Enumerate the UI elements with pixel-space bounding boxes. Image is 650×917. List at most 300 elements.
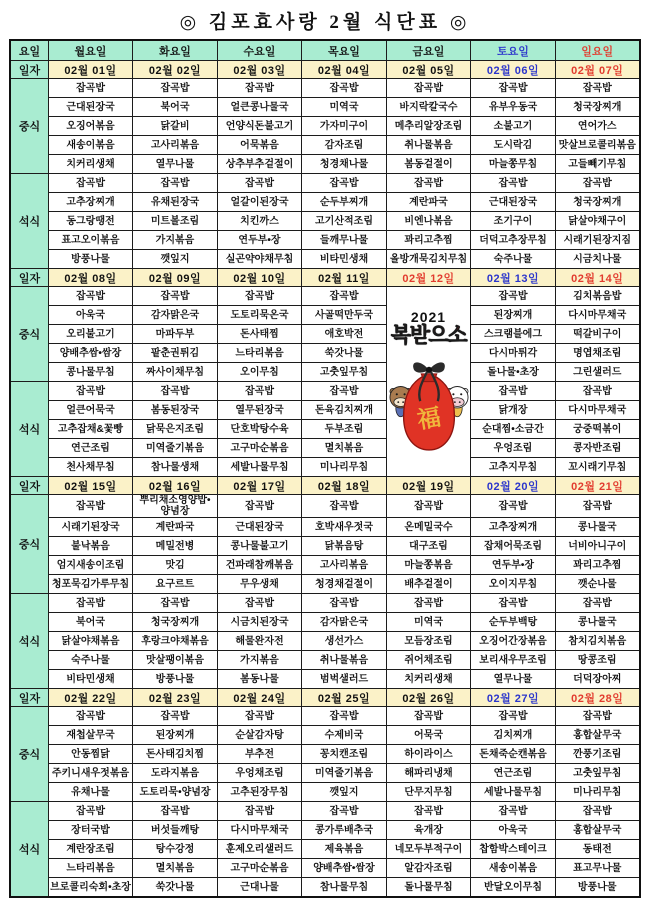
lunch-row [10,783,640,802]
menu-cell: 숙주나물 [471,250,556,269]
menu-cell: 오리불고기 [48,325,133,344]
menu-cell: 맛살브로콜리볶음 [555,136,640,155]
menu-cell: 잡곡밥 [471,802,556,821]
menu-cell: 다시마무채국 [555,306,640,325]
lunch-row [10,325,640,344]
menu-cell: 근대된장국 [48,98,133,117]
dinner-label: 석식 [10,174,48,269]
menu-cell: 소불고기 [471,117,556,136]
menu-cell: 열무나물 [471,670,556,689]
menu-cell: 미역국 [302,98,387,117]
menu-cell: 꽁치캔조림 [302,745,387,764]
menu-cell: 건파래참깨볶음 [217,556,302,575]
menu-cell: 다시마튀각 [471,344,556,363]
menu-cell: 근대된장국 [217,518,302,537]
menu-cell: 마늘쫑볶음 [386,556,471,575]
menu-cell: 애호박전 [302,325,387,344]
menu-cell: 아욱국 [48,306,133,325]
menu-cell: 세발나물무침 [471,783,556,802]
menu-cell: 다시마무채국 [217,821,302,840]
menu-cell: 우엉채조림 [217,764,302,783]
weekday-header: 토요일 [471,40,556,61]
date-cell: 02월 06일 [471,61,556,79]
menu-cell: 계란장조림 [48,840,133,859]
date-cell: 02월 17일 [217,477,302,495]
menu-cell: 깻순나물 [555,575,640,594]
menu-cell: 잡곡밥 [133,594,218,613]
menu-cell: 잡곡밥 [302,287,387,306]
lunch-row [10,745,640,764]
date-cell: 02월 14일 [555,269,640,287]
menu-cell: 찹함박스테이크 [471,840,556,859]
menu-cell: 잡곡밥 [471,707,556,726]
menu-cell: 잡곡밥 [386,79,471,98]
menu-cell: 동태전 [555,840,640,859]
menu-cell: 잡곡밥 [48,79,133,98]
menu-cell: 봄동된장국 [133,401,218,420]
lunch-row [10,117,640,136]
menu-cell: 더덕장아찌 [555,670,640,689]
dinner-label: 석식 [10,802,48,898]
lunch-row [10,495,640,518]
menu-cell: 닭갈비 [133,117,218,136]
menu-cell: 잡곡밥 [386,594,471,613]
menu-cell: 대구조림 [386,537,471,556]
menu-cell: 가자미구이 [302,117,387,136]
menu-cell: 고사리볶음 [302,556,387,575]
menu-cell: 멸치볶음 [133,859,218,878]
menu-cell: 쑥갓나물 [133,878,218,898]
menu-cell: 방풍나물 [133,670,218,689]
dinner-row [10,594,640,613]
menu-cell: 열무된장국 [217,401,302,420]
menu-cell: 가지볶음 [217,651,302,670]
menu-cell: 고춧잎무침 [302,363,387,382]
date-cell: 02월 25일 [302,689,387,707]
menu-cell: 팥춘권튀김 [133,344,218,363]
lunch-label: 중식 [10,495,48,594]
menu-cell: 해물완자전 [217,632,302,651]
dinner-row [10,632,640,651]
menu-cell: 잡곡밥 [471,594,556,613]
dinner-row [10,439,640,458]
menu-cell: 얼큰콩나물국 [217,98,302,117]
menu-cell: 세발나물무침 [217,458,302,477]
menu-cell: 상추부추겉절이 [217,155,302,174]
menu-cell: 재첩살무국 [48,726,133,745]
menu-cell: 양배추쌈•쌈장 [48,344,133,363]
menu-cell: 유부우동국 [471,98,556,117]
menu-cell: 잡곡밥 [48,382,133,401]
menu-cell: 취나물볶음 [302,651,387,670]
dinner-row [10,174,640,193]
date-cell: 02월 28일 [555,689,640,707]
menu-cell: 조기구이 [471,212,556,231]
menu-cell: 연근조림 [471,764,556,783]
date-row [10,269,640,287]
menu-cell: 홍합살무국 [555,726,640,745]
menu-cell: 너비아니구이 [555,537,640,556]
menu-cell: 연두부•장 [217,231,302,250]
dinner-row [10,878,640,898]
menu-cell: 온메밀국수 [386,518,471,537]
menu-cell: 어묵국 [386,726,471,745]
menu-cell: 꽈리고추찜 [386,231,471,250]
menu-cell: 단호박탕수육 [217,420,302,439]
menu-cell: 콩나물국 [555,518,640,537]
menu-cell: 고사리볶음 [133,136,218,155]
menu-cell: 오이무침 [217,363,302,382]
menu-cell: 사골떡만두국 [302,306,387,325]
menu-cell: 미역국 [386,613,471,632]
menu-cell: 닭살야채구이 [555,212,640,231]
dinner-row [10,193,640,212]
new-year-mascot [387,301,471,463]
menu-cell: 돌나물•초장 [471,363,556,382]
date-cell: 02월 24일 [217,689,302,707]
menu-cell: 깻잎지 [133,250,218,269]
date-cell: 02월 12일 [386,269,471,287]
menu-cell: 실곤약야채무침 [217,250,302,269]
menu-cell: 콩나물불고기 [217,537,302,556]
dinner-row [10,231,640,250]
menu-cell: 더덕고추장무침 [471,231,556,250]
menu-cell: 오징어볶음 [48,117,133,136]
menu-cell: 버섯들깨탕 [133,821,218,840]
dinner-row [10,212,640,231]
menu-cell: 땅콩조림 [555,651,640,670]
lunch-row [10,136,640,155]
menu-cell: 마파두부 [133,325,218,344]
lunch-row [10,575,640,594]
menu-cell: 잡곡밥 [48,707,133,726]
dinner-row [10,840,640,859]
date-cell: 02월 07일 [555,61,640,79]
corner-day-label: 요일 [10,40,48,61]
dinner-row [10,670,640,689]
menu-cell: 잡곡밥 [302,382,387,401]
menu-cell: 잡곡밥 [302,802,387,821]
menu-cell: 고추지무침 [471,458,556,477]
menu-cell: 잡곡밥 [302,495,387,518]
dinner-row [10,250,640,269]
date-row-label: 일자 [10,61,48,79]
menu-cell: 도라지볶음 [133,764,218,783]
date-cell: 02월 16일 [133,477,218,495]
menu-cell: 잡곡밥 [133,174,218,193]
menu-cell: 꼬시래기무침 [555,458,640,477]
date-cell: 02월 20일 [471,477,556,495]
menu-cell: 궁중떡볶이 [555,420,640,439]
menu-cell: 고추잡채&꽃빵 [48,420,133,439]
menu-cell: 반달오이무침 [471,878,556,898]
menu-cell: 미트볼조림 [133,212,218,231]
menu-cell: 깐풍기조림 [555,745,640,764]
weekday-header: 화요일 [133,40,218,61]
dinner-row [10,382,640,401]
menu-cell: 잡채어묵조림 [471,537,556,556]
menu-cell: 바지락칼국수 [386,98,471,117]
menu-cell: 명엽채조림 [555,344,640,363]
menu-cell: 제육볶음 [302,840,387,859]
lunch-row [10,537,640,556]
menu-cell: 청포묵김가루무침 [48,575,133,594]
menu-cell: 순살감자탕 [217,726,302,745]
menu-cell: 잡곡밥 [471,382,556,401]
menu-cell: 잡곡밥 [471,174,556,193]
menu-cell: 시래기된장지짐 [555,231,640,250]
menu-cell: 콩나물국 [555,613,640,632]
menu-cell: 근대나물 [217,878,302,898]
menu-cell: 감자맑은국 [133,306,218,325]
menu-cell: 무우생채 [217,575,302,594]
lunch-row [10,79,640,98]
menu-cell: 메밀전병 [133,537,218,556]
lunch-row [10,155,640,174]
menu-cell: 잡곡밥 [555,382,640,401]
menu-cell: 잡곡밥 [471,287,556,306]
menu-cell: 잡곡밥 [217,495,302,518]
dinner-row [10,802,640,821]
menu-cell: 치커리생채 [386,670,471,689]
date-cell: 02월 21일 [555,477,640,495]
page-title: ◎ 김포효사랑 2월 식단표 ◎ [179,12,471,33]
weekday-header: 월요일 [48,40,133,61]
lunch-row [10,518,640,537]
lunch-row [10,287,640,306]
menu-cell: 미역줄기볶음 [133,439,218,458]
menu-cell: 안동찜닭 [48,745,133,764]
menu-cell: 쥐어채조림 [386,651,471,670]
date-cell: 02월 08일 [48,269,133,287]
menu-cell: 얼갈이된장국 [217,193,302,212]
menu-cell: 하이라이스 [386,745,471,764]
menu-cell: 참나물생채 [133,458,218,477]
menu-cell: 동그랑땡전 [48,212,133,231]
lunch-label: 중식 [10,79,48,174]
menu-cell: 유채나물 [48,783,133,802]
menu-cell: 유채된장국 [133,193,218,212]
menu-cell: 느타리볶음 [217,344,302,363]
menu-cell: 후랑크야채볶음 [133,632,218,651]
menu-cell: 두부조림 [302,420,387,439]
menu-cell: 표고무나물 [555,859,640,878]
menu-cell: 잡곡밥 [471,495,556,518]
menu-cell: 미역줄기볶음 [302,764,387,783]
menu-cell: 연어가스 [555,117,640,136]
menu-cell: 닭묵은지조림 [133,420,218,439]
menu-cell: 감자조림 [302,136,387,155]
weekday-header: 금요일 [386,40,471,61]
menu-cell: 육개장 [386,821,471,840]
menu-cell: 잡곡밥 [386,707,471,726]
menu-cell: 고들빼기무침 [555,155,640,174]
menu-cell: 들깨무나물 [302,231,387,250]
menu-cell: 잡곡밥 [302,707,387,726]
menu-cell: 보리새우무조림 [471,651,556,670]
lunch-row [10,344,640,363]
menu-cell: 잡곡밥 [48,594,133,613]
lunch-row [10,306,640,325]
menu-cell: 비타민생채 [48,670,133,689]
lunch-row [10,726,640,745]
menu-cell: 도시락김 [471,136,556,155]
mascot-slogan-text: 복받으소 [390,323,467,347]
lunch-row [10,707,640,726]
menu-cell: 취나물볶음 [386,136,471,155]
menu-cell: 시금치나물 [555,250,640,269]
dinner-label: 석식 [10,594,48,689]
menu-cell: 잡곡밥 [302,174,387,193]
menu-cell: 계란파국 [386,193,471,212]
menu-cell: 표고오이볶음 [48,231,133,250]
dinner-row [10,859,640,878]
menu-cell: 맛김 [133,556,218,575]
date-cell: 02월 03일 [217,61,302,79]
menu-cell: 계란파국 [133,518,218,537]
date-row-label: 일자 [10,689,48,707]
menu-cell: 감자맑은국 [302,613,387,632]
menu-cell: 탕수강정 [133,840,218,859]
date-cell: 02월 11일 [302,269,387,287]
menu-cell: 고추된장무침 [217,783,302,802]
menu-cell: 봄동나물 [217,670,302,689]
menu-cell: 수제비국 [302,726,387,745]
date-cell: 02월 13일 [471,269,556,287]
menu-cell: 김치찌개 [471,726,556,745]
menu-cell: 콩나물무침 [48,363,133,382]
menu-cell: 청국장찌개 [555,98,640,117]
menu-cell: 돈사태찜 [217,325,302,344]
lunch-row [10,764,640,783]
menu-cell: 마늘쫑무침 [471,155,556,174]
menu-cell: 봄동겉절이 [386,155,471,174]
menu-cell: 잡곡밥 [48,802,133,821]
menu-cell: 단무지무침 [386,783,471,802]
dinner-row [10,401,640,420]
menu-cell: 가지볶음 [133,231,218,250]
menu-cell: 된장찌개 [133,726,218,745]
menu-cell: 호박새우젓국 [302,518,387,537]
menu-cell: 장터국밥 [48,821,133,840]
date-cell: 02월 09일 [133,269,218,287]
menu-cell: 잡곡밥 [217,802,302,821]
menu-cell: 잡곡밥 [555,174,640,193]
menu-cell: 엄지새송이조림 [48,556,133,575]
menu-cell: 돌나물무침 [386,878,471,898]
menu-cell: 연두부•장 [471,556,556,575]
date-row-label: 일자 [10,477,48,495]
menu-cell: 도토리묵•양념장 [133,783,218,802]
menu-cell: 떡갈비구이 [555,325,640,344]
weekday-header-row [10,40,640,61]
menu-cell: 미나리무침 [555,783,640,802]
menu-cell: 요구르트 [133,575,218,594]
date-cell: 02월 23일 [133,689,218,707]
lunch-label: 중식 [10,707,48,802]
date-cell: 02월 26일 [386,689,471,707]
menu-cell: 열무나물 [133,155,218,174]
menu-cell: 잡곡밥 [302,79,387,98]
menu-cell: 홍합살무국 [555,821,640,840]
menu-cell: 훈제오리샐러드 [217,840,302,859]
menu-cell: 순대찜•소금간 [471,420,556,439]
menu-cell: 생선가스 [302,632,387,651]
menu-cell: 짜사이채무침 [133,363,218,382]
date-cell: 02월 19일 [386,477,471,495]
menu-cell: 참나물무침 [302,878,387,898]
menu-cell: 천사채무침 [48,458,133,477]
menu-cell: 잡곡밥 [217,707,302,726]
menu-cell: 쑥갓나물 [302,344,387,363]
menu-cell: 치킨까스 [217,212,302,231]
menu-cell: 오징어간장볶음 [471,632,556,651]
menu-cell: 시래기된장국 [48,518,133,537]
menu-cell: 잡곡밥 [471,79,556,98]
dinner-label: 석식 [10,382,48,477]
menu-cell: 콩가루배추국 [302,821,387,840]
menu-cell: 돈사태김치찜 [133,745,218,764]
menu-cell: 멸치볶음 [302,439,387,458]
menu-cell: 주키니새우젓볶음 [48,764,133,783]
lucky-pouch-cows-illustration [388,351,470,463]
menu-cell: 청국장찌개 [133,613,218,632]
weekday-header: 목요일 [302,40,387,61]
menu-cell: 참치김치볶음 [555,632,640,651]
date-row [10,689,640,707]
menu-cell: 맛살팽이볶음 [133,651,218,670]
menu-cell: 비엔나볶음 [386,212,471,231]
date-cell: 02월 01일 [48,61,133,79]
date-cell: 02월 22일 [48,689,133,707]
menu-cell: 잡곡밥 [133,382,218,401]
dinner-row [10,458,640,477]
menu-cell: 잡곡밥 [386,495,471,518]
menu-cell: 치커리생채 [48,155,133,174]
menu-cell: 잡곡밥 [48,495,133,518]
menu-cell: 브로콜리숙회•초장 [48,878,133,898]
meal-plan-table [9,39,641,898]
menu-cell: 잡곡밥 [386,802,471,821]
lunch-row [10,363,640,382]
menu-cell: 어묵볶음 [217,136,302,155]
menu-cell: 언양식돈불고기 [217,117,302,136]
date-cell: 02월 05일 [386,61,471,79]
lunch-row [10,98,640,117]
date-cell: 02월 27일 [471,689,556,707]
menu-cell: 네모두부적구이 [386,840,471,859]
menu-cell: 닭볶음탕 [302,537,387,556]
menu-cell: 잡곡밥 [217,382,302,401]
date-cell: 02월 02일 [133,61,218,79]
weekday-header: 수요일 [217,40,302,61]
menu-cell: 청경채나물 [302,155,387,174]
menu-cell: 새송이볶음 [471,859,556,878]
menu-cell: 꽈리고추찜 [555,556,640,575]
menu-cell: 다시마무채국 [555,401,640,420]
menu-cell: 근대된장국 [471,193,556,212]
menu-cell: 비타민생채 [302,250,387,269]
menu-cell: 해파리냉채 [386,764,471,783]
lunch-row [10,556,640,575]
menu-cell: 잡곡밥 [133,802,218,821]
menu-cell: 아욱국 [471,821,556,840]
menu-cell: 잡곡밥 [217,287,302,306]
mascot-year-text: 2021 [410,308,447,325]
menu-cell: 잡곡밥 [555,802,640,821]
menu-cell: 잡곡밥 [555,707,640,726]
menu-cell: 돈채죽순캔볶음 [471,745,556,764]
